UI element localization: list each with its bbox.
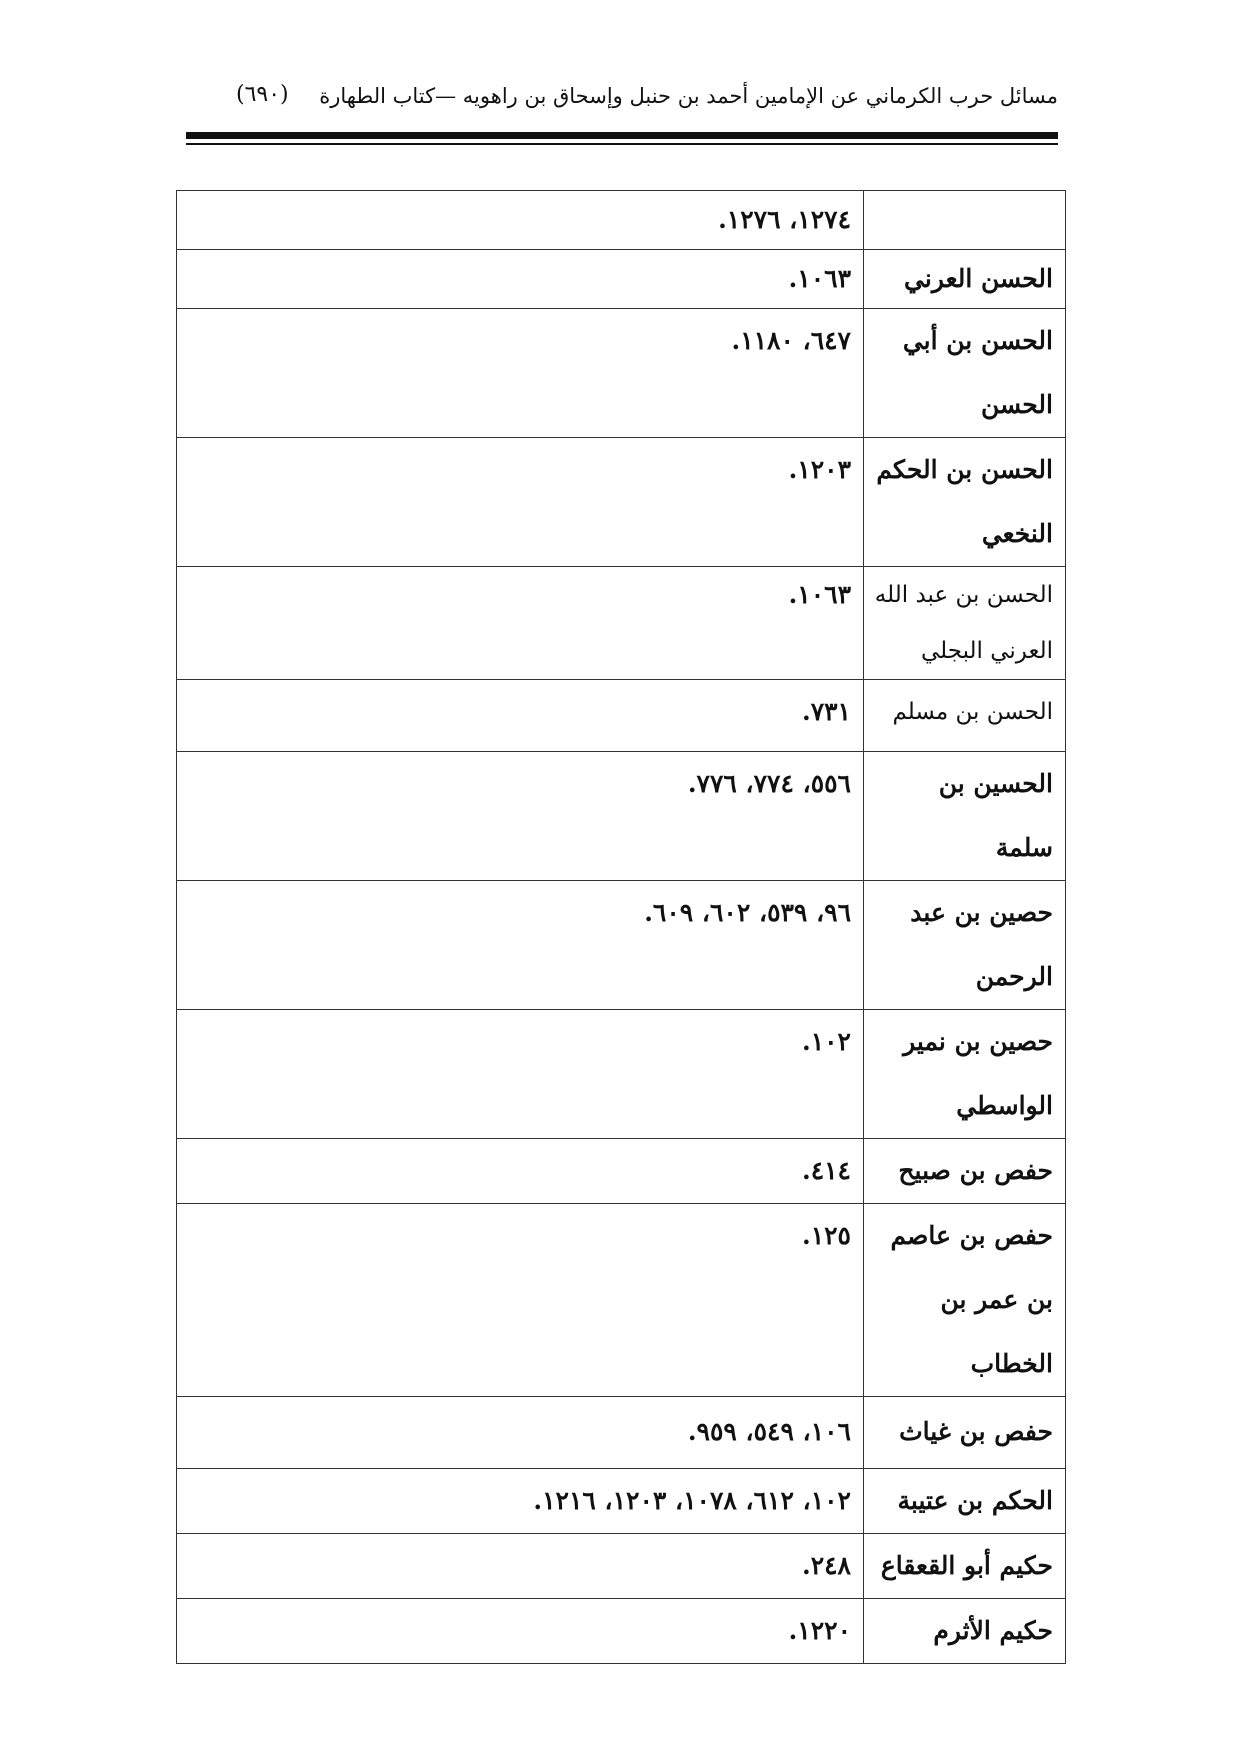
entry-name: حصين بن عبد الرحمن bbox=[864, 881, 1066, 1010]
table-row bbox=[177, 752, 1066, 881]
entry-refs: ٥٥٦، ٧٧٤، ٧٧٦. bbox=[177, 752, 864, 881]
table-row bbox=[177, 1010, 1066, 1139]
entry-name: حكيم أبو القعقاع bbox=[864, 1534, 1066, 1599]
table-row bbox=[177, 1204, 1066, 1397]
entry-refs: ٧٣١. bbox=[177, 680, 864, 752]
header-rule-thick bbox=[186, 132, 1058, 139]
entry-name: الحسين بن سلمة bbox=[864, 752, 1066, 881]
entry-name: حفص بن صبيح bbox=[864, 1139, 1066, 1204]
entry-refs: ١٢٠٣. bbox=[177, 438, 864, 567]
entry-refs: ١٠٢. bbox=[177, 1010, 864, 1139]
table-row bbox=[177, 881, 1066, 1010]
entry-name: حفص بن غياث bbox=[864, 1397, 1066, 1469]
entry-name: حكيم الأثرم bbox=[864, 1599, 1066, 1664]
entry-refs: ٢٤٨. bbox=[177, 1534, 864, 1599]
entry-name: الحسن بن الحكم النخعي bbox=[864, 438, 1066, 567]
table-row bbox=[177, 309, 1066, 438]
header-rule-thin bbox=[186, 143, 1058, 145]
table-row bbox=[177, 567, 1066, 680]
running-title: مسائل حرب الكرماني عن الإمامين أحمد بن حنبل وإسحاق بن راهويه —كتاب الطهارة bbox=[319, 84, 1058, 108]
index-table bbox=[176, 190, 1066, 1664]
entry-name bbox=[864, 191, 1066, 250]
page-number: (٦٩٠) bbox=[236, 82, 289, 107]
entry-name: الحسن العرني bbox=[864, 250, 1066, 309]
table-row bbox=[177, 1534, 1066, 1599]
entry-name: الحكم بن عتيبة bbox=[864, 1469, 1066, 1534]
entry-refs: ٩٦، ٥٣٩، ٦٠٢، ٦٠٩. bbox=[177, 881, 864, 1010]
entry-name: حفص بن عاصم بن عمر بن الخطاب bbox=[864, 1204, 1066, 1397]
entry-refs: ٦٤٧، ١١٨٠. bbox=[177, 309, 864, 438]
page-header bbox=[186, 78, 1058, 118]
entry-name: الحسن بن عبد الله العرني البجلي bbox=[864, 567, 1066, 680]
table-row bbox=[177, 1469, 1066, 1534]
entry-refs: ١٢٥. bbox=[177, 1204, 864, 1397]
table-row bbox=[177, 1139, 1066, 1204]
entry-refs: ١٠٢، ٦١٢، ١٠٧٨، ١٢٠٣، ١٢١٦. bbox=[177, 1469, 864, 1534]
table-row bbox=[177, 438, 1066, 567]
entry-refs: ١٢٧٤، ١٢٧٦. bbox=[177, 191, 864, 250]
table-row bbox=[177, 191, 1066, 250]
entry-refs: ٤١٤. bbox=[177, 1139, 864, 1204]
entry-refs: ١٠٦، ٥٤٩، ٩٥٩. bbox=[177, 1397, 864, 1469]
table-row bbox=[177, 1599, 1066, 1664]
entry-name: الحسن بن أبي الحسن bbox=[864, 309, 1066, 438]
table-row bbox=[177, 680, 1066, 752]
entry-name: حصين بن نمير الواسطي bbox=[864, 1010, 1066, 1139]
entry-refs: ١٠٦٣. bbox=[177, 250, 864, 309]
entry-refs: ١٠٦٣. bbox=[177, 567, 864, 680]
table-row bbox=[177, 250, 1066, 309]
table-row bbox=[177, 1397, 1066, 1469]
entry-refs: ١٢٢٠. bbox=[177, 1599, 864, 1664]
entry-name: الحسن بن مسلم bbox=[864, 680, 1066, 752]
